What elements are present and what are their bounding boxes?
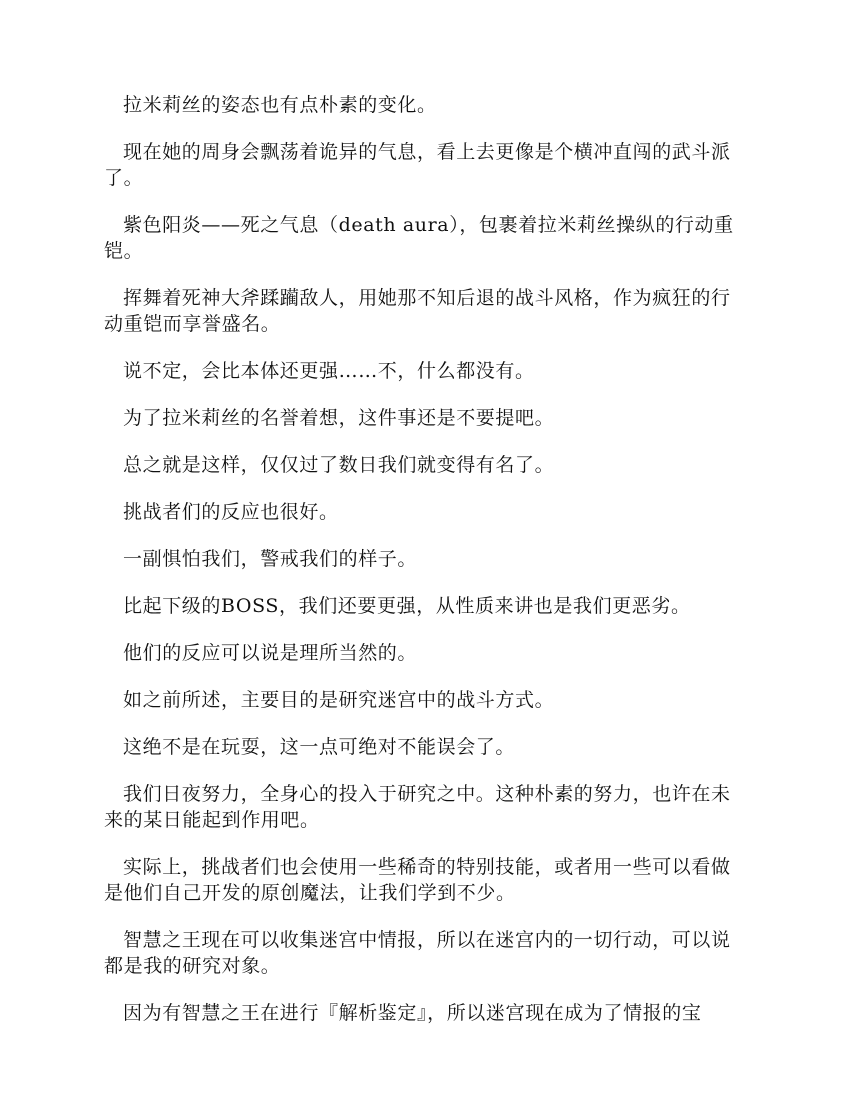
paragraph: 现在她的周身会飘荡着诡异的气息，看上去更像是个横冲直闯的武斗派了。	[104, 141, 731, 189]
paragraph: 比起下级的BOSS，我们还要更强，从性质来讲也是我们更恶劣。	[123, 595, 691, 617]
paragraph: 因为有智慧之王在进行『解析鉴定』，所以迷宫现在成为了情报的宝	[123, 1002, 702, 1024]
paragraph: 紫色阳炎——死之气息（death aura），包裹着拉米莉丝操纵的行动重铠。	[104, 214, 734, 262]
paragraph: 一副惧怕我们，警戒我们的样子。	[123, 548, 418, 570]
document-body	[104, 92, 750, 1047]
paragraph: 实际上，挑战者们也会使用一些稀奇的特别技能，或者用一些可以看做是他们自己开发的原创魔法，让我们学到不少。	[104, 856, 731, 904]
paragraph: 他们的反应可以说是理所当然的。	[123, 642, 418, 664]
paragraph: 智慧之王现在可以收集迷宫中情报，所以在迷宫内的一切行动，可以说都是我的研究对象。	[104, 929, 731, 977]
paragraph: 挑战者们的反应也很好。	[123, 501, 339, 523]
paragraph: 我们日夜努力，全身心的投入于研究之中。这种朴素的努力，也许在未来的某日能起到作用吧。	[104, 783, 731, 831]
paragraph: 这绝不是在玩耍，这一点可绝对不能误会了。	[123, 736, 516, 758]
paragraph: 挥舞着死神大斧蹂躏敌人，用她那不知后退的战斗风格，作为疯狂的行动重铠而享誉盛名。	[104, 287, 731, 335]
paragraph: 说不定，会比本体还更强……不，什么都没有。	[123, 360, 535, 382]
paragraph: 如之前所述，主要目的是研究迷宫中的战斗方式。	[123, 689, 555, 711]
paragraph: 拉米莉丝的姿态也有点朴素的变化。	[123, 94, 437, 116]
paragraph: 为了拉米莉丝的名誉着想，这件事还是不要提吧。	[123, 407, 555, 429]
paragraph: 总之就是这样，仅仅过了数日我们就变得有名了。	[123, 454, 555, 476]
